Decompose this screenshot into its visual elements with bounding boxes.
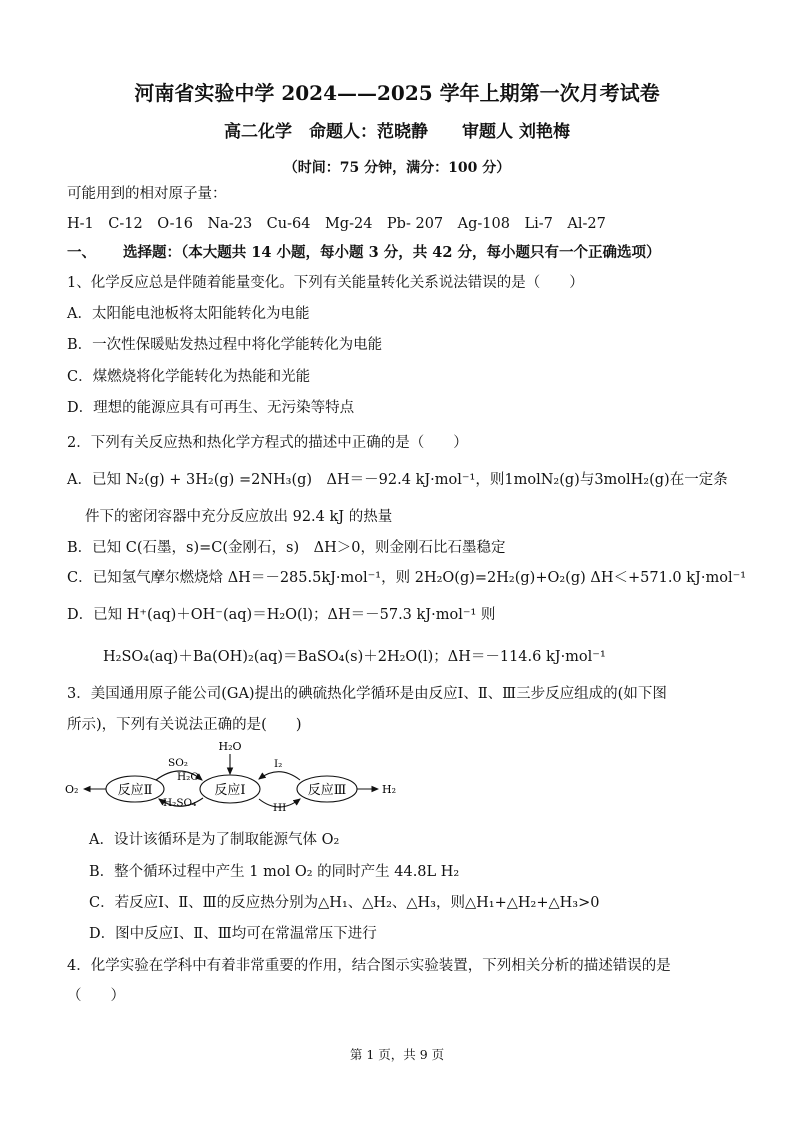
page-number: 第 1 页，共 9 页 [349,1047,445,1062]
i2-label: I₂ [274,758,283,770]
h2so4-label: H₂SO₄ [163,797,197,809]
iodine-sulfur-cycle-diagram [60,736,420,820]
section-number: 一、 [67,244,96,261]
q1-option-b: B．一次性保暖贴发热过程中将化学能转化为电能 [67,337,383,353]
h2o-mid-label: H₂O [177,771,199,783]
i2-arrow [259,772,300,780]
q1-stem: 1、化学反应总是伴随着能量变化。下列有关能量转化关系说法错误的是（ ） [67,275,584,291]
q2-option-d: D．已知 H⁺(aq)＋OH⁻(aq)＝H₂O(l)；ΔH＝－57.3 kJ·mol⁻¹ 则 [67,607,496,623]
q2-stem: 2．下列有关反应热和热化学方程式的描述中正确的是（ ） [67,435,468,451]
section-title: 选择题：（本大题共 14 小题，每小题 3 分，共 42 分，每小题只有一个正确选项） [123,244,661,261]
q3-option-d: D．图中反应Ⅰ、Ⅱ、Ⅲ均可在常温常压下进行 [89,926,377,942]
q2-option-c: C．已知氢气摩尔燃烧焓 ΔH＝－285.5kJ·mol⁻¹，则 2H₂O(g)=2H₂(g)+O₂(g) ΔH＜+571.0 kJ·mol⁻¹ [67,570,747,586]
q2-option-a [67,470,728,490]
so2-label: SO₂ [168,757,189,769]
reaction2-label: 反应Ⅱ [117,783,153,798]
q1-option-c: C．煤燃烧将化学能转化为热能和光能 [67,369,311,385]
q1-option-d: D．理想的能源应具有可再生、无污染等特点 [67,400,355,416]
q2-option-a-prefix: A．已知 [67,472,126,488]
q2-option-a-tail: ，则1molN₂(g)与3molH₂(g)在一定条 [475,472,728,488]
q1-option-a: A．太阳能电池板将太阳能转化为电能 [67,306,310,322]
q2-option-a-continued: 件下的密闭容器中充分反应放出 92.4 kJ 的热量 [85,509,393,525]
h2o-input-label: H₂O [218,740,242,753]
atomic-mass-values: H-1 C-12 O-16 Na-23 Cu-64 Mg-24 Pb- 207 Ag-108 Li-7 Al-27 [67,216,606,232]
reaction3-label: 反应Ⅲ [307,783,347,798]
hi-label: HI [273,802,287,814]
q2-option-d-equation: H₂SO₄(aq)＋Ba(OH)₂(aq)＝BaSO₄(s)＋2H₂O(l)；ΔH＝－114.6 kJ·mol⁻¹ [103,649,606,665]
q3-option-c: C．若反应Ⅰ、Ⅱ、Ⅲ的反应热分别为△H₁、△H₂、△H₃，则△H₁+△H₂+△H₃>0 [89,895,600,911]
o2-label: O₂ [65,783,79,796]
atomic-mass-label: 可能用到的相对原子量： [67,186,227,202]
q4-stem-line2: （ ） [67,988,125,1004]
q3-stem-line2: 所示)，下列有关说法正确的是( ) [67,717,302,733]
h2-label: H₂ [382,783,397,796]
exam-title: 河南省实验中学 2024——2025 学年上期第一次月考试卷 [134,81,660,105]
q2-option-b: B．已知 C(石墨，s)=C(金刚石，s) ΔH＞0，则金刚石比石墨稳定 [67,540,506,556]
q3-option-a: A．设计该循环是为了制取能源气体 O₂ [89,832,340,848]
reaction1-label: 反应Ⅰ [214,783,246,798]
q3-option-b: B．整个循环过程中产生 1 mol O₂ 的同时产生 44.8L H₂ [89,864,460,880]
q4-stem-line1: 4．化学实验在学科中有着非常重要的作用，结合图示实验装置，下列相关分析的描述错误的是 [67,958,671,974]
exam-subtitle: 高二化学 命题人：范晓静 审题人 刘艳梅 [224,122,570,142]
q3-stem-line1: 3．美国通用原子能公司(GA)提出的碘硫热化学循环是由反应Ⅰ、Ⅱ、Ⅲ三步反应组成的(如下图 [67,686,667,702]
time-info: （时间：75 分钟，满分：100 分） [283,160,511,176]
q2-option-a-equation: N₂(g) + 3H₂(g) =2NH₃(g) ΔH＝－92.4 kJ·mol⁻¹ [125,472,476,488]
